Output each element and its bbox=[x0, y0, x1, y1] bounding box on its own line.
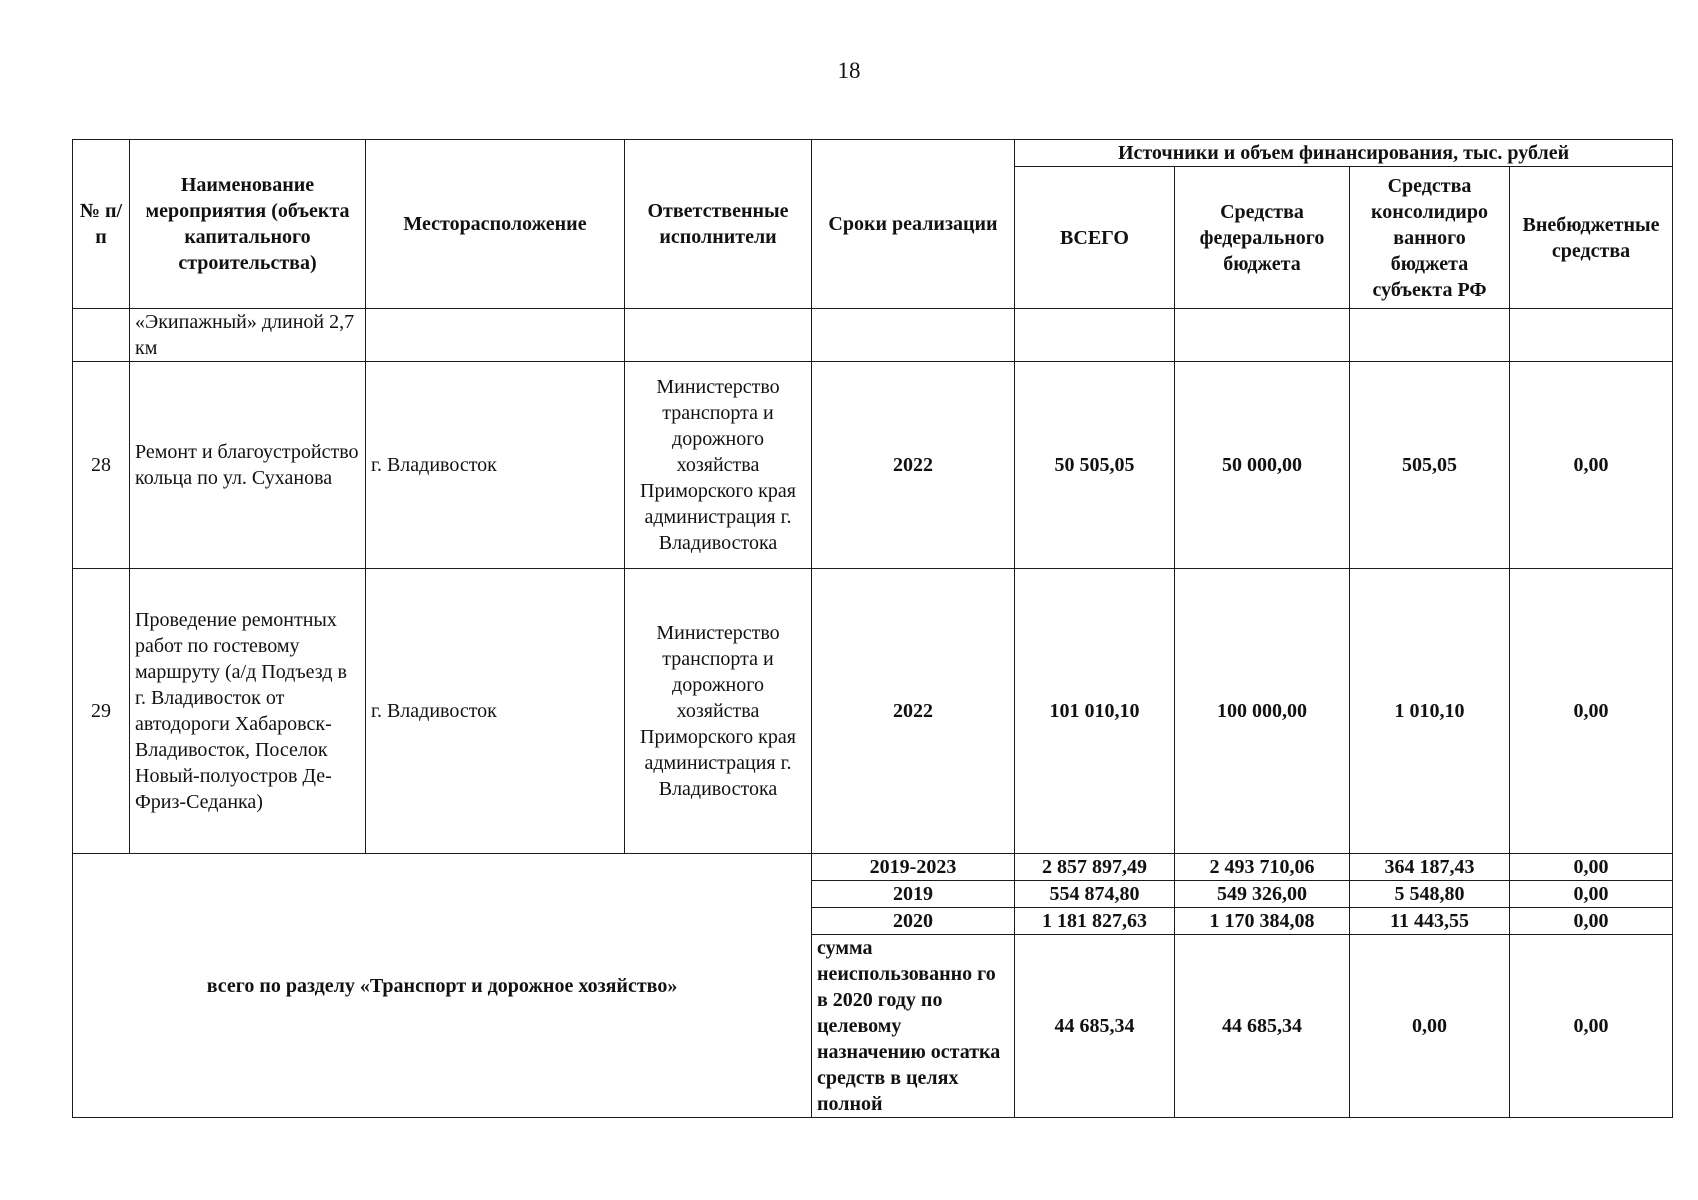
cell-num bbox=[73, 309, 130, 362]
cell-location: г. Владивосток bbox=[366, 569, 625, 854]
cell-period: 2019 bbox=[812, 881, 1015, 908]
cell-extrabudget: 0,00 bbox=[1510, 362, 1673, 569]
financing-table bbox=[72, 139, 1673, 1118]
cell-federal: 44 685,34 bbox=[1175, 935, 1350, 1118]
header-federal: Средства федерального бюджета bbox=[1175, 167, 1350, 309]
cell-consolidated: 364 187,43 bbox=[1350, 854, 1510, 881]
cell-name: «Экипажный» длиной 2,7 км bbox=[130, 309, 366, 362]
cell-total: 1 181 827,63 bbox=[1015, 908, 1175, 935]
cell-federal bbox=[1175, 309, 1350, 362]
cell-period: 2020 bbox=[812, 908, 1015, 935]
cell-period: 2019-2023 bbox=[812, 854, 1015, 881]
totals-label: всего по разделу «Транспорт и дорожное хозяйство» bbox=[73, 854, 812, 1118]
cell-num: 29 bbox=[73, 569, 130, 854]
header-responsible: Ответственные исполнители bbox=[625, 140, 812, 309]
cell-location bbox=[366, 309, 625, 362]
cell-total: 44 685,34 bbox=[1015, 935, 1175, 1118]
cell-federal: 2 493 710,06 bbox=[1175, 854, 1350, 881]
cell-num: 28 bbox=[73, 362, 130, 569]
cell-federal: 1 170 384,08 bbox=[1175, 908, 1350, 935]
header-extrabudget: Внебюджетные средства bbox=[1510, 167, 1673, 309]
header-num: № п/п bbox=[73, 140, 130, 309]
header-terms: Сроки реализации bbox=[812, 140, 1015, 309]
cell-extrabudget: 0,00 bbox=[1510, 908, 1673, 935]
cell-federal: 100 000,00 bbox=[1175, 569, 1350, 854]
cell-period: сумма неиспользованно го в 2020 году по целевому назначению остатка средств в целях полной bbox=[812, 935, 1015, 1118]
header-location: Месторасположение bbox=[366, 140, 625, 309]
cell-consolidated bbox=[1350, 309, 1510, 362]
cell-name: Проведение ремонтных работ по гостевому маршруту (а/д Подъезд в г. Владивосток от автодороги Хабаровск-Владивосток, Поселок Новый-полуостров Де-Фриз-Седанка) bbox=[130, 569, 366, 854]
cell-extrabudget: 0,00 bbox=[1510, 854, 1673, 881]
page-number: 18 bbox=[837, 58, 861, 83]
cell-federal: 50 000,00 bbox=[1175, 362, 1350, 569]
cell-terms bbox=[812, 309, 1015, 362]
header-consolidated: Средства консолидиро ванного бюджета субъекта РФ bbox=[1350, 167, 1510, 309]
totals-row bbox=[73, 854, 1673, 881]
header-total: ВСЕГО bbox=[1015, 167, 1175, 309]
cell-consolidated: 0,00 bbox=[1350, 935, 1510, 1118]
table-row bbox=[73, 569, 1673, 854]
cell-extrabudget: 0,00 bbox=[1510, 569, 1673, 854]
cell-terms: 2022 bbox=[812, 362, 1015, 569]
table-row bbox=[73, 309, 1673, 362]
cell-terms: 2022 bbox=[812, 569, 1015, 854]
cell-responsible bbox=[625, 309, 812, 362]
cell-federal: 549 326,00 bbox=[1175, 881, 1350, 908]
cell-total: 50 505,05 bbox=[1015, 362, 1175, 569]
cell-consolidated: 5 548,80 bbox=[1350, 881, 1510, 908]
cell-location: г. Владивосток bbox=[366, 362, 625, 569]
cell-total: 554 874,80 bbox=[1015, 881, 1175, 908]
cell-extrabudget: 0,00 bbox=[1510, 935, 1673, 1118]
header-name: Наименование мероприятия (объекта капитального строительства) bbox=[130, 140, 366, 309]
cell-responsible: Министерство транспорта и дорожного хозяйства Приморского края администрация г. Владивостока bbox=[625, 569, 812, 854]
cell-responsible: Министерство транспорта и дорожного хозяйства Приморского края администрация г. Владивостока bbox=[625, 362, 812, 569]
table-row bbox=[73, 362, 1673, 569]
cell-consolidated: 1 010,10 bbox=[1350, 569, 1510, 854]
cell-extrabudget bbox=[1510, 309, 1673, 362]
cell-consolidated: 505,05 bbox=[1350, 362, 1510, 569]
header-funding-group: Источники и объем финансирования, тыс. рублей bbox=[1015, 140, 1673, 167]
cell-name: Ремонт и благоустройство кольца по ул. Суханова bbox=[130, 362, 366, 569]
cell-total bbox=[1015, 309, 1175, 362]
cell-total: 2 857 897,49 bbox=[1015, 854, 1175, 881]
cell-total: 101 010,10 bbox=[1015, 569, 1175, 854]
cell-extrabudget: 0,00 bbox=[1510, 881, 1673, 908]
cell-consolidated: 11 443,55 bbox=[1350, 908, 1510, 935]
